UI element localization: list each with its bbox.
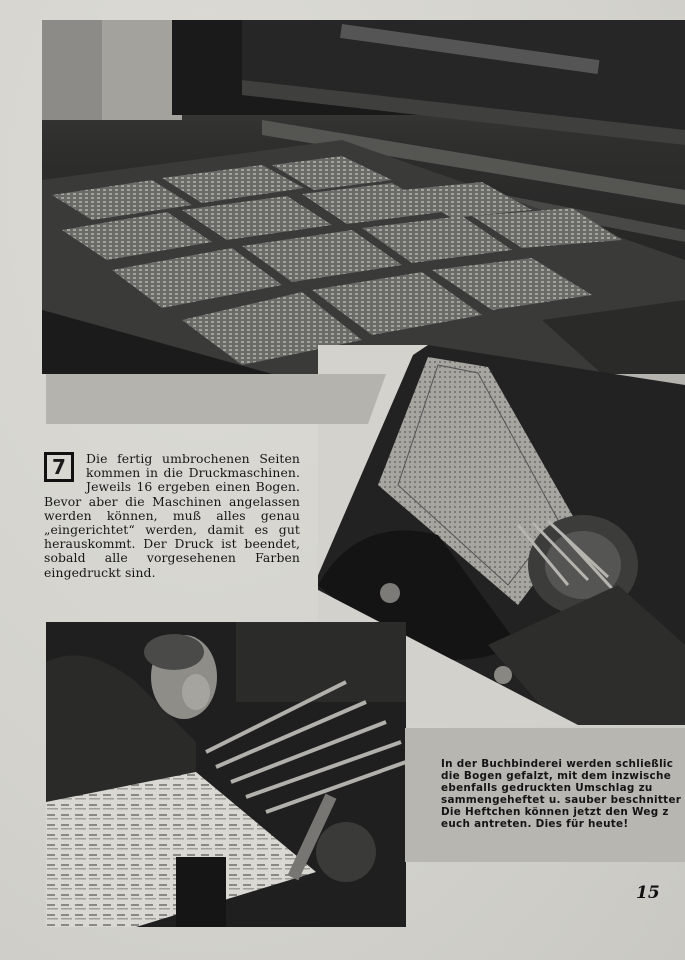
press-bed-illustration: [42, 20, 685, 374]
binding-caption-box: [405, 728, 685, 862]
printer-illustration: [46, 622, 406, 927]
press-bed-photo: [42, 20, 685, 374]
printer-photo: [46, 622, 406, 927]
page-number: 15: [636, 883, 660, 903]
step-number-badge: 7: [44, 452, 74, 482]
step-caption: [44, 452, 300, 580]
binding-caption-text: In der Buchbinderei werden schließlic die Bogen gefalzt, mit dem inzwische ebenfalls gedruckten Umschlag zu sammengeheftet u. sauber beschnitter Die Heftchen können jetzt den Weg z euch antreten. Dies für heute!: [441, 758, 682, 830]
step-caption-text: Die fertig umbrochenen Seiten kommen in die Druckmaschinen. Jeweils 16 ergeben einen Bogen. Bevor aber die Maschinen angelassen werden können, muß alles genau „eingerichtet“ werden, damit es gut herauskommt. Der Druck ist beendet, sobald alle vorgesehenen Farben eingedruckt sind.: [44, 451, 300, 580]
